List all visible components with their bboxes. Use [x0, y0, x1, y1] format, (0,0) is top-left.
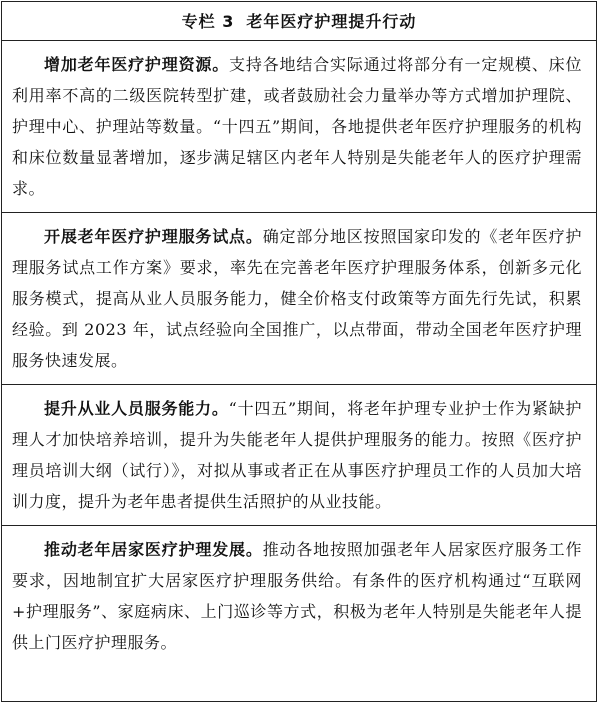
- section-staff-capability: [2, 385, 596, 525]
- section-lead: 开展老年医疗护理服务试点。: [44, 227, 263, 246]
- section-body: “十四五”期间，将老年护理专业护士作为紧缺护理人才加快培养培训，提升为失能老年人提供护理服务的能力。按照《医疗护理员培训大纲（试行）》，对拟从事或者正在从事医疗护理员工作的人员加大培训力度，提升为老年患者提供生活照护的从业技能。: [12, 399, 582, 511]
- section-home-care: [2, 526, 596, 666]
- section-body: 支持各地结合实际通过将部分有一定规模、床位利用率不高的二级医院转型扩建，或者鼓励社会力量举办等方式增加护理院、护理中心、护理站等数量。“十四五”期间，各地提供老年医疗护理服务的机构和床位数量显著增加，逐步满足辖区内老年人特别是失能老年人的医疗护理需求。: [12, 55, 582, 198]
- section-lead: 提升从业人员服务能力。: [44, 399, 229, 418]
- box-title-text: 老年医疗护理提升行动: [246, 12, 417, 31]
- column-box: [1, 1, 597, 702]
- section-body: 确定部分地区按照国家印发的《老年医疗护理服务试点工作方案》要求，率先在完善老年医疗护理服务体系，创新多元化服务模式，提高从业人员服务能力，健全价格支付政策等方面先行先试，积累经验。到 2023 年，试点经验向全国推广，以点带面，带动全国老年医疗护理服务快速发展。: [12, 227, 582, 370]
- box-title: [2, 10, 596, 34]
- section-lead: 增加老年医疗护理资源。: [44, 55, 230, 74]
- box-title-number: 专栏 3: [181, 12, 235, 31]
- section-pilot-program: [2, 213, 596, 384]
- section-lead: 推动老年居家医疗护理发展。: [44, 540, 263, 559]
- section-body: 推动各地按照加强老年人居家医疗服务工作要求，因地制宜扩大居家医疗护理服务供给。有条件的医疗机构通过“互联网+护理服务”、家庭病床、上门巡诊等方式，积极为老年人特别是失能老年人提供上门医疗护理服务。: [12, 540, 582, 652]
- section-increase-resources: [2, 41, 596, 212]
